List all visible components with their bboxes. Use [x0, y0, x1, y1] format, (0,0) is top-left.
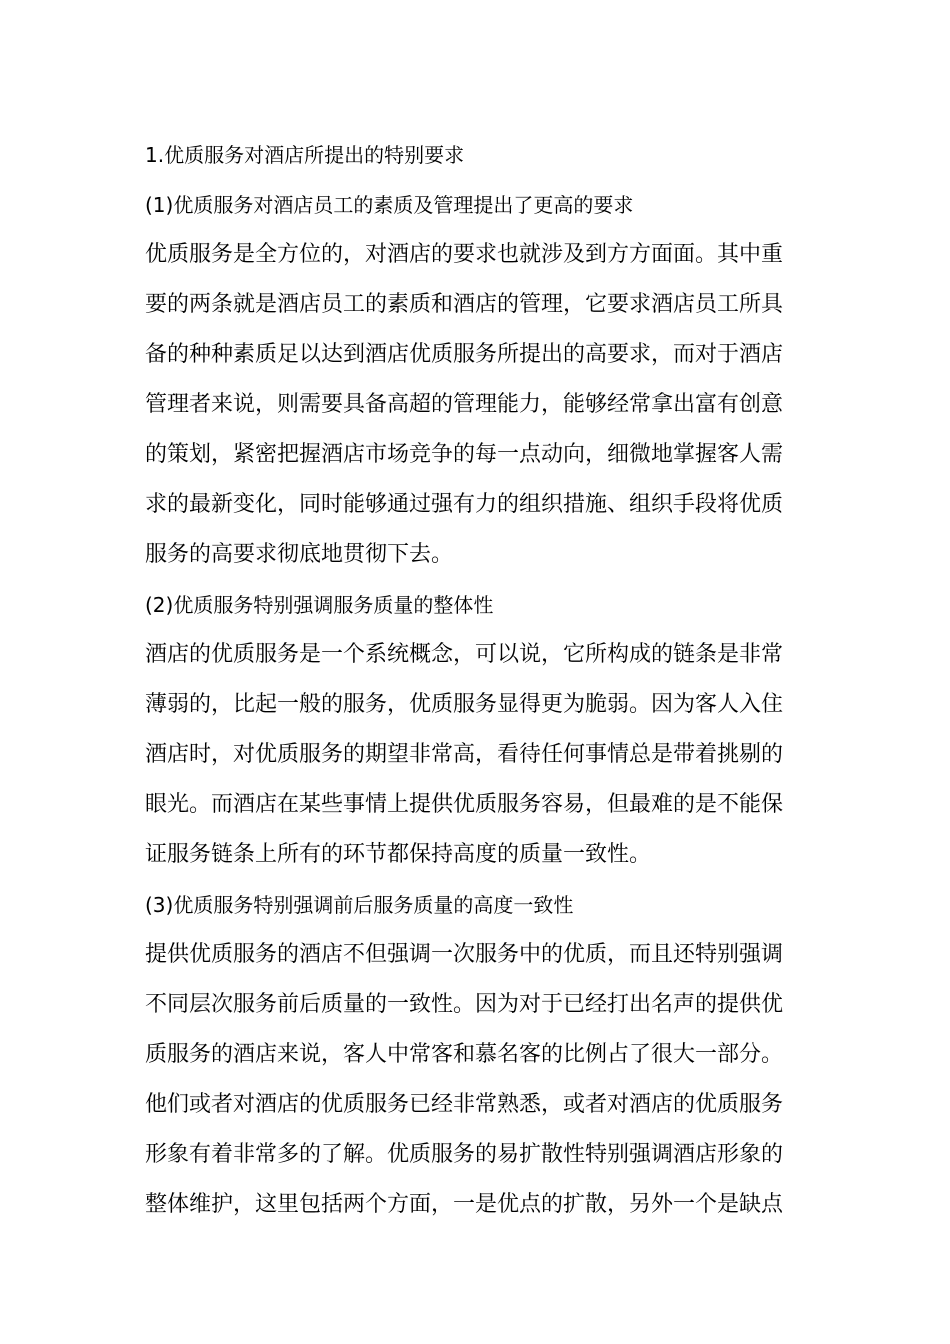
paragraph-line: 眼光。而酒店在某些事情上提供优质服务容易，但最难的是不能保 — [145, 792, 784, 817]
paragraph-line: 提供优质服务的酒店不但强调一次服务中的优质，而且还特别强调 — [145, 942, 784, 967]
document-body — [145, 130, 795, 1230]
section-heading: 1.优质服务对酒店所提出的特别要求 — [145, 143, 465, 167]
paragraph-line: 要的两条就是酒店员工的素质和酒店的管理，它要求酒店员工所具 — [145, 292, 784, 317]
paragraph-line: 形象有着非常多的了解。优质服务的易扩散性特别强调酒店形象的 — [145, 1142, 784, 1167]
paragraph-line: 证服务链条上所有的环节都保持高度的质量一致性。 — [145, 842, 652, 867]
paragraph-line: 服务的高要求彻底地贯彻下去。 — [145, 542, 454, 567]
paragraph-line: 酒店时，对优质服务的期望非常高，看待任何事情总是带着挑剔的 — [145, 742, 784, 767]
paragraph-line: 整体维护，这里包括两个方面，一是优点的扩散，另外一个是缺点 — [145, 1192, 784, 1217]
subsection-heading: (3)优质服务特别强调前后服务质量的高度一致性 — [145, 893, 574, 917]
paragraph-line: 他们或者对酒店的优质服务已经非常熟悉，或者对酒店的优质服务 — [145, 1092, 784, 1117]
paragraph-line: 优质服务是全方位的，对酒店的要求也就涉及到方方面面。其中重 — [145, 242, 784, 267]
paragraph-line: 酒店的优质服务是一个系统概念，可以说，它所构成的链条是非常 — [145, 642, 784, 667]
paragraph-line: 管理者来说，则需要具备高超的管理能力，能够经常拿出富有创意 — [145, 392, 784, 417]
subsection-heading: (2)优质服务特别强调服务质量的整体性 — [145, 593, 494, 617]
paragraph-line: 质服务的酒店来说，客人中常客和慕名客的比例占了很大一部分。 — [145, 1042, 784, 1067]
paragraph-line: 的策划，紧密把握酒店市场竞争的每一点动向，细微地掌握客人需 — [145, 442, 784, 467]
paragraph-line: 备的种种素质足以达到酒店优质服务所提出的高要求，而对于酒店 — [145, 342, 784, 367]
subsection-heading: (1)优质服务对酒店员工的素质及管理提出了更高的要求 — [145, 193, 634, 217]
paragraph-line: 求的最新变化，同时能够通过强有力的组织措施、组织手段将优质 — [145, 492, 784, 517]
paragraph-line: 薄弱的，比起一般的服务，优质服务显得更为脆弱。因为客人入住 — [145, 692, 784, 717]
paragraph-line: 不同层次服务前后质量的一致性。因为对于已经打出名声的提供优 — [145, 992, 784, 1017]
